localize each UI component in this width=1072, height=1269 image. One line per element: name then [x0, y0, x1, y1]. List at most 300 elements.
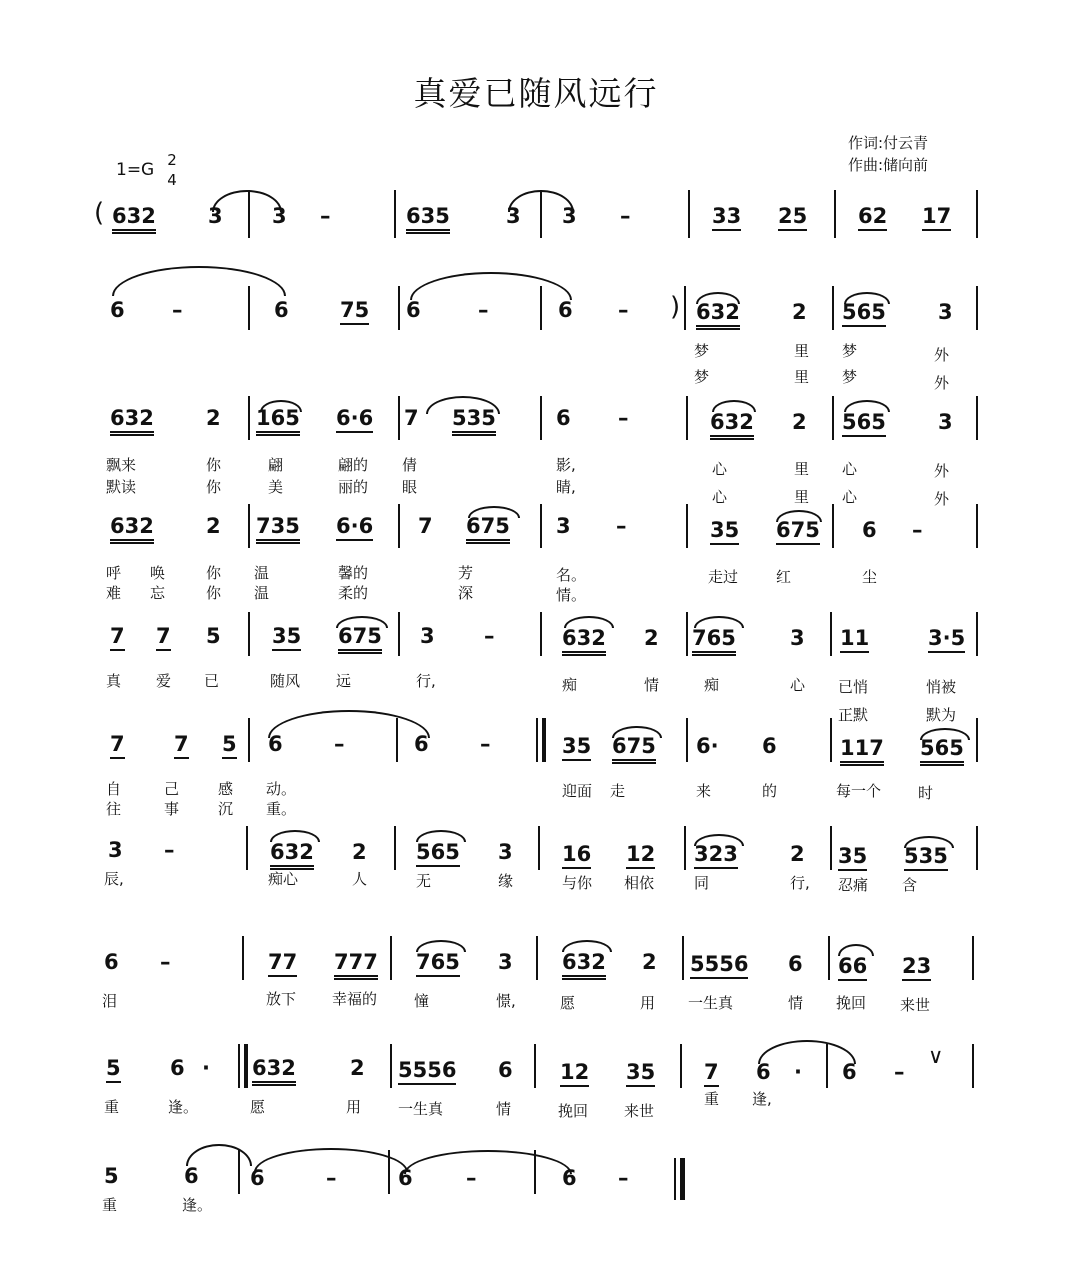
note: 5 — [222, 732, 237, 759]
lyric: 飘来 — [106, 456, 137, 474]
lyric: 每一个 — [836, 782, 882, 800]
lyric: 唤 — [150, 564, 166, 582]
lyric: 呼 — [106, 564, 122, 582]
barline — [976, 826, 978, 870]
lyric: 己 — [164, 780, 180, 798]
repeat-paren: ( — [94, 198, 105, 228]
barline — [684, 826, 686, 870]
lyric: 无 — [416, 872, 432, 890]
composer-credit: 作曲:储向前 — [848, 156, 929, 174]
lyric: 温 — [254, 584, 270, 602]
note: 3·5 — [928, 626, 965, 653]
lyric: 心 — [790, 676, 806, 694]
lyric: 重 — [104, 1098, 120, 1116]
lyric: 重 — [704, 1090, 720, 1108]
barline — [680, 1044, 682, 1088]
repeat-paren: ) — [670, 292, 681, 322]
lyric: 来 — [696, 782, 712, 800]
lyric: 行, — [416, 672, 436, 690]
barline — [248, 190, 250, 238]
note: 3 — [108, 838, 123, 862]
note: 35 — [626, 1060, 655, 1087]
lyric: 放下 — [266, 990, 297, 1008]
barline — [540, 190, 542, 238]
lyric: 情 — [788, 994, 804, 1012]
barline — [534, 1044, 536, 1088]
lyric: 走 — [610, 782, 626, 800]
repeat-barline-thick — [244, 1044, 248, 1088]
barline — [686, 718, 688, 762]
repeat-barline-thick — [542, 718, 546, 762]
barline — [686, 396, 688, 440]
note: 6 — [788, 952, 803, 976]
lyric: 丽的 — [338, 478, 369, 496]
note: 12 — [626, 842, 655, 869]
lyric: 梦 — [694, 342, 710, 360]
lyric: 痴 — [562, 676, 578, 694]
lyric: 沉 — [218, 800, 234, 818]
lyric: 愿 — [560, 994, 576, 1012]
barline — [830, 826, 832, 870]
tie-slur — [186, 1144, 252, 1166]
note: 117 — [840, 736, 884, 766]
lyric: 里 — [794, 342, 810, 360]
barline — [398, 504, 400, 548]
lyric: 憬, — [496, 992, 516, 1010]
note: 35 — [272, 624, 301, 651]
note: 6 — [862, 518, 877, 542]
note: 6 — [170, 1056, 185, 1080]
lyric: 用 — [346, 1098, 362, 1116]
note: 35 — [562, 734, 591, 761]
tie-slur — [410, 272, 572, 300]
note: 675 — [338, 624, 382, 654]
barline — [398, 396, 400, 440]
note: 35 — [710, 518, 739, 545]
note: 632 — [710, 410, 754, 440]
note: 777 — [334, 950, 378, 980]
barline — [396, 718, 398, 762]
barline — [394, 826, 396, 870]
note: 6 — [406, 298, 421, 322]
time-signature — [164, 150, 180, 190]
note: 6 — [250, 1166, 265, 1190]
lyric: 逢, — [752, 1090, 772, 1108]
note: 7 — [418, 514, 433, 538]
barline — [540, 286, 542, 330]
note: 765 — [416, 950, 460, 977]
barline — [830, 612, 832, 656]
note: 23 — [902, 954, 931, 981]
note: 6 — [110, 298, 125, 322]
note: 75 — [340, 298, 369, 325]
dash: – — [616, 514, 627, 538]
note: 12 — [560, 1060, 589, 1087]
note: 632 — [112, 204, 156, 234]
lyric: 动。 — [266, 780, 297, 798]
barline — [536, 936, 538, 980]
lyric: 愿 — [250, 1098, 266, 1116]
barline — [388, 1150, 390, 1194]
lyric: 名。 — [556, 566, 587, 584]
dash: – — [320, 204, 331, 228]
note: 3 — [562, 204, 577, 228]
note: 6· — [696, 734, 719, 758]
lyric: 悄被 — [926, 678, 957, 696]
lyric: 随风 — [270, 672, 301, 690]
lyric: 影, — [556, 456, 576, 474]
barline — [534, 1150, 536, 1194]
lyric: 感 — [218, 780, 234, 798]
meter-numerator: 2 — [167, 151, 177, 169]
note: 66 — [838, 954, 867, 981]
dash: – — [618, 406, 629, 430]
note: 6 — [762, 734, 777, 758]
note: 565 — [920, 736, 964, 766]
lyric: 憧 — [414, 992, 430, 1010]
note: 17 — [922, 204, 951, 231]
lyric: 你 — [206, 478, 222, 496]
barline — [976, 718, 978, 762]
note: 11 — [840, 626, 869, 653]
lyric: 已悄 — [838, 678, 869, 696]
barline — [976, 612, 978, 656]
barline — [390, 936, 392, 980]
song-title: 真爱已随风远行 — [413, 74, 659, 113]
note: 765 — [692, 626, 736, 656]
dash: – — [894, 1060, 905, 1084]
lyric: 挽回 — [836, 994, 867, 1012]
note: 632 — [110, 406, 154, 436]
lyric: 你 — [206, 456, 222, 474]
barline — [242, 936, 244, 980]
note: 675 — [612, 734, 656, 764]
note: 675 — [776, 518, 820, 545]
lyric: 同 — [694, 874, 710, 892]
tie-slur — [268, 710, 430, 738]
barline — [976, 286, 978, 330]
note: 3 — [790, 626, 805, 650]
barline — [248, 504, 250, 548]
lyric: 你 — [206, 564, 222, 582]
note: 2 — [790, 842, 805, 866]
lyric: 心 — [712, 488, 728, 506]
lyric: 痴心 — [268, 870, 299, 888]
lyric: 你 — [206, 584, 222, 602]
barline — [832, 286, 834, 330]
lyric: 眼 — [402, 478, 418, 496]
barline — [686, 612, 688, 656]
lyric: 情 — [496, 1100, 512, 1118]
lyric: 已 — [204, 672, 220, 690]
key-signature: 1=G — [116, 160, 155, 180]
lyric: 往 — [106, 800, 122, 818]
lyric: 辰, — [104, 870, 124, 888]
note: 2 — [352, 840, 367, 864]
note: 6 — [398, 1166, 413, 1190]
barline — [682, 936, 684, 980]
lyric: 情。 — [556, 586, 587, 604]
dash: – — [618, 1166, 629, 1190]
lyric: 外 — [934, 462, 950, 480]
breath-mark: ∨ — [928, 1044, 944, 1068]
dot: · — [202, 1056, 210, 1080]
note: 3 — [506, 204, 521, 228]
lyric: 缘 — [498, 872, 514, 890]
lyric: 芳 — [458, 564, 474, 582]
barline — [398, 286, 400, 330]
lyric: 倩 — [402, 456, 418, 474]
lyric: 心 — [842, 460, 858, 478]
note: 7 — [110, 624, 125, 651]
barline — [972, 936, 974, 980]
note: 6 — [104, 950, 119, 974]
lyric: 相依 — [624, 874, 655, 892]
dot: · — [794, 1060, 802, 1084]
barline — [390, 1044, 392, 1088]
note: 35 — [838, 844, 867, 871]
note: 565 — [416, 840, 460, 867]
barline — [540, 396, 542, 440]
note: 3 — [556, 514, 571, 538]
lyric: 默为 — [926, 706, 957, 724]
note: 6·6 — [336, 406, 373, 433]
barline — [976, 396, 978, 440]
barline — [398, 612, 400, 656]
lyric: 事 — [164, 800, 180, 818]
lyric: 来世 — [900, 996, 931, 1014]
final-barline-thin — [674, 1158, 676, 1200]
tie-slur — [112, 266, 286, 296]
note: 6 — [268, 732, 283, 756]
note: 632 — [110, 514, 154, 544]
dash: – — [478, 298, 489, 322]
note: 535 — [904, 844, 948, 871]
lyric: 梦 — [842, 342, 858, 360]
note: 3 — [938, 410, 953, 434]
note: 535 — [452, 406, 496, 436]
lyric: 真 — [106, 672, 122, 690]
lyric: 红 — [776, 568, 792, 586]
lyric: 用 — [640, 994, 656, 1012]
lyric: 远 — [336, 672, 352, 690]
lyric: 温 — [254, 564, 270, 582]
barline — [238, 1150, 240, 1194]
note: 3 — [938, 300, 953, 324]
note: 3 — [498, 840, 513, 864]
note: 77 — [268, 950, 297, 977]
note: 6 — [556, 406, 571, 430]
lyric: 心 — [712, 460, 728, 478]
note: 33 — [712, 204, 741, 231]
note: 632 — [252, 1056, 296, 1086]
note: 6 — [498, 1058, 513, 1082]
lyric: 外 — [934, 346, 950, 364]
lyric: 痴 — [704, 676, 720, 694]
note: 2 — [792, 410, 807, 434]
final-barline-thick — [680, 1158, 685, 1200]
lyric: 忍痛 — [838, 876, 869, 894]
lyric: 正默 — [838, 706, 869, 724]
tie-slur — [404, 1150, 572, 1174]
barline — [540, 504, 542, 548]
note: 6 — [842, 1060, 857, 1084]
barline — [828, 936, 830, 980]
note: 7 — [704, 1060, 719, 1087]
lyric: 行, — [790, 874, 810, 892]
barline — [826, 1044, 828, 1088]
barline — [540, 612, 542, 656]
lyric: 忘 — [150, 584, 166, 602]
lyric: 来世 — [624, 1102, 655, 1120]
note: 62 — [858, 204, 887, 231]
note: 565 — [842, 410, 886, 437]
note: 7 — [156, 624, 171, 651]
note: 632 — [696, 300, 740, 330]
note: 323 — [694, 842, 738, 869]
barline — [976, 504, 978, 548]
dash: – — [160, 950, 171, 974]
note: 6 — [562, 1166, 577, 1190]
note: 3 — [420, 624, 435, 648]
lyric: 一生真 — [398, 1100, 444, 1118]
dash: – — [334, 732, 345, 756]
lyric: 逢。 — [182, 1196, 213, 1214]
note: 735 — [256, 514, 300, 544]
barline — [248, 286, 250, 330]
lyric: 迎面 — [562, 782, 593, 800]
lyric: 泪 — [102, 992, 118, 1010]
dash: – — [484, 624, 495, 648]
dash: – — [164, 838, 175, 862]
note: 6 — [756, 1060, 771, 1084]
dash: – — [618, 298, 629, 322]
lyric: 逢。 — [168, 1098, 199, 1116]
note: 5556 — [398, 1058, 456, 1085]
note: 7 — [110, 732, 125, 759]
lyric: 馨的 — [338, 564, 369, 582]
meter-denominator: 4 — [167, 171, 177, 189]
barline — [832, 396, 834, 440]
note: 3 — [208, 204, 223, 228]
lyric: 重 — [102, 1196, 118, 1214]
lyric: 里 — [794, 460, 810, 478]
note: 635 — [406, 204, 450, 234]
repeat-barline — [238, 1044, 240, 1088]
lyric: 梦 — [694, 368, 710, 386]
note: 6 — [558, 298, 573, 322]
lyric: 翩的 — [338, 456, 369, 474]
lyric: 自 — [106, 780, 122, 798]
barline — [832, 504, 834, 548]
note: 25 — [778, 204, 807, 231]
note: 7 — [404, 406, 419, 430]
note: 6 — [274, 298, 289, 322]
lyric: 美 — [268, 478, 284, 496]
barline — [830, 718, 832, 762]
repeat-barline — [536, 718, 538, 762]
lyric: 挽回 — [558, 1102, 589, 1120]
note: 5556 — [690, 952, 748, 979]
barline — [394, 190, 396, 238]
barline — [972, 1044, 974, 1088]
lyric: 与你 — [562, 874, 593, 892]
note: 3 — [272, 204, 287, 228]
note: 5 — [104, 1164, 119, 1188]
note: 2 — [206, 514, 221, 538]
dash: – — [912, 518, 923, 542]
lyric: 外 — [934, 374, 950, 392]
barline — [684, 286, 686, 330]
dash: – — [172, 298, 183, 322]
lyric: 睛, — [556, 478, 576, 496]
note: 565 — [842, 300, 886, 327]
lyric: 重。 — [266, 800, 297, 818]
lyric: 默读 — [106, 478, 137, 496]
lyric: 含 — [902, 876, 918, 894]
lyric: 一生真 — [688, 994, 734, 1012]
lyric: 深 — [458, 584, 474, 602]
barline — [248, 612, 250, 656]
lyric: 难 — [106, 584, 122, 602]
note: 2 — [644, 626, 659, 650]
note: 16 — [562, 842, 591, 869]
lyric: 幸福的 — [332, 990, 378, 1008]
note: 675 — [466, 514, 510, 544]
note: 5 — [206, 624, 221, 648]
lyric: 外 — [934, 490, 950, 508]
note: 6 — [414, 732, 429, 756]
lyric: 柔的 — [338, 584, 369, 602]
note: 2 — [350, 1056, 365, 1080]
note: 2 — [792, 300, 807, 324]
lyric: 时 — [918, 784, 934, 802]
note: 5 — [106, 1056, 121, 1083]
dash: – — [620, 204, 631, 228]
lyric: 的 — [762, 782, 778, 800]
lyric: 梦 — [842, 368, 858, 386]
lyric: 里 — [794, 488, 810, 506]
barline — [246, 826, 248, 870]
note: 7 — [174, 732, 189, 759]
barline — [538, 826, 540, 870]
lyric: 尘 — [862, 568, 878, 586]
dash: – — [326, 1166, 337, 1190]
note: 165 — [256, 406, 300, 436]
lyric: 人 — [352, 870, 368, 888]
dash: – — [480, 732, 491, 756]
barline — [686, 504, 688, 548]
lyric: 心 — [842, 488, 858, 506]
barline — [248, 718, 250, 762]
note: 632 — [562, 626, 606, 656]
lyric: 情 — [644, 676, 660, 694]
dash: – — [466, 1166, 477, 1190]
note: 6 — [184, 1164, 199, 1188]
barline — [976, 190, 978, 238]
lyricist-credit: 作词:付云青 — [848, 134, 929, 152]
barline — [688, 190, 690, 238]
note: 2 — [206, 406, 221, 430]
lyric: 爱 — [156, 672, 172, 690]
note: 6·6 — [336, 514, 373, 541]
note: 632 — [562, 950, 606, 980]
note: 2 — [642, 950, 657, 974]
lyric: 走过 — [708, 568, 739, 586]
note: 3 — [498, 950, 513, 974]
note: 632 — [270, 840, 314, 870]
barline — [248, 396, 250, 440]
